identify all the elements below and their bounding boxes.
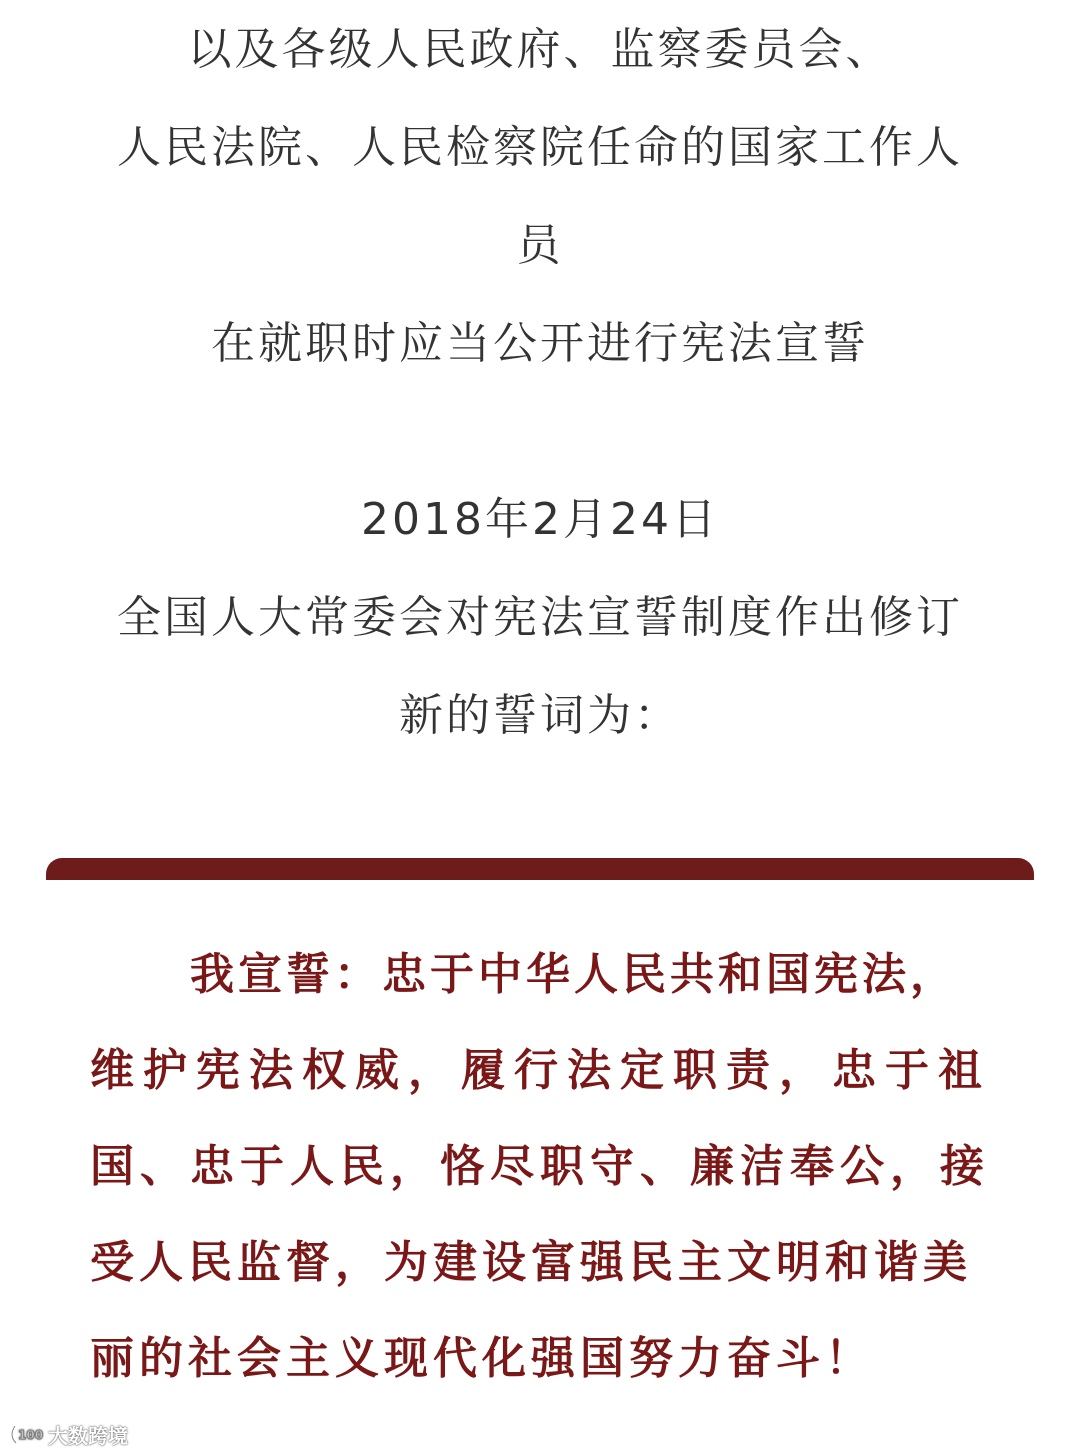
intro-line: 在就职时应当公开进行宪法宣誓 xyxy=(211,318,869,369)
oath-line: 维护宪法权威，履行法定职责，忠于祖 xyxy=(90,1045,991,1096)
oath-line: 国、忠于人民，恪尽职守、廉洁奉公，接 xyxy=(90,1141,990,1192)
watermark xyxy=(10,1418,128,1450)
intro-line: 人民法院、人民检察院任命的国家工作人 xyxy=(117,122,963,173)
revision-line: 全国人大常委会对宪法宣誓制度作出修订 xyxy=(117,592,963,643)
date-text: 2018年2月24日 xyxy=(361,494,719,545)
watermark-logo-icon xyxy=(10,1422,44,1446)
oath-line: 我宣誓：忠于中华人民共和国宪法， xyxy=(190,949,958,1000)
watermark-text: 大数跨境 xyxy=(48,1423,128,1448)
oath-line: 丽的社会主义现代化强国努力奋斗！ xyxy=(90,1333,874,1384)
oath-line: 受人民监督，为建设富强民主文明和谐美 xyxy=(90,1237,972,1288)
intro-line: 员 xyxy=(516,220,564,271)
watermark-logo-text: 100 xyxy=(18,1428,44,1442)
intro-line: 以及各级人民政府、监察委员会、 xyxy=(187,24,893,75)
oath-divider xyxy=(46,858,1034,880)
revision-line: 新的誓词为： xyxy=(399,690,681,741)
